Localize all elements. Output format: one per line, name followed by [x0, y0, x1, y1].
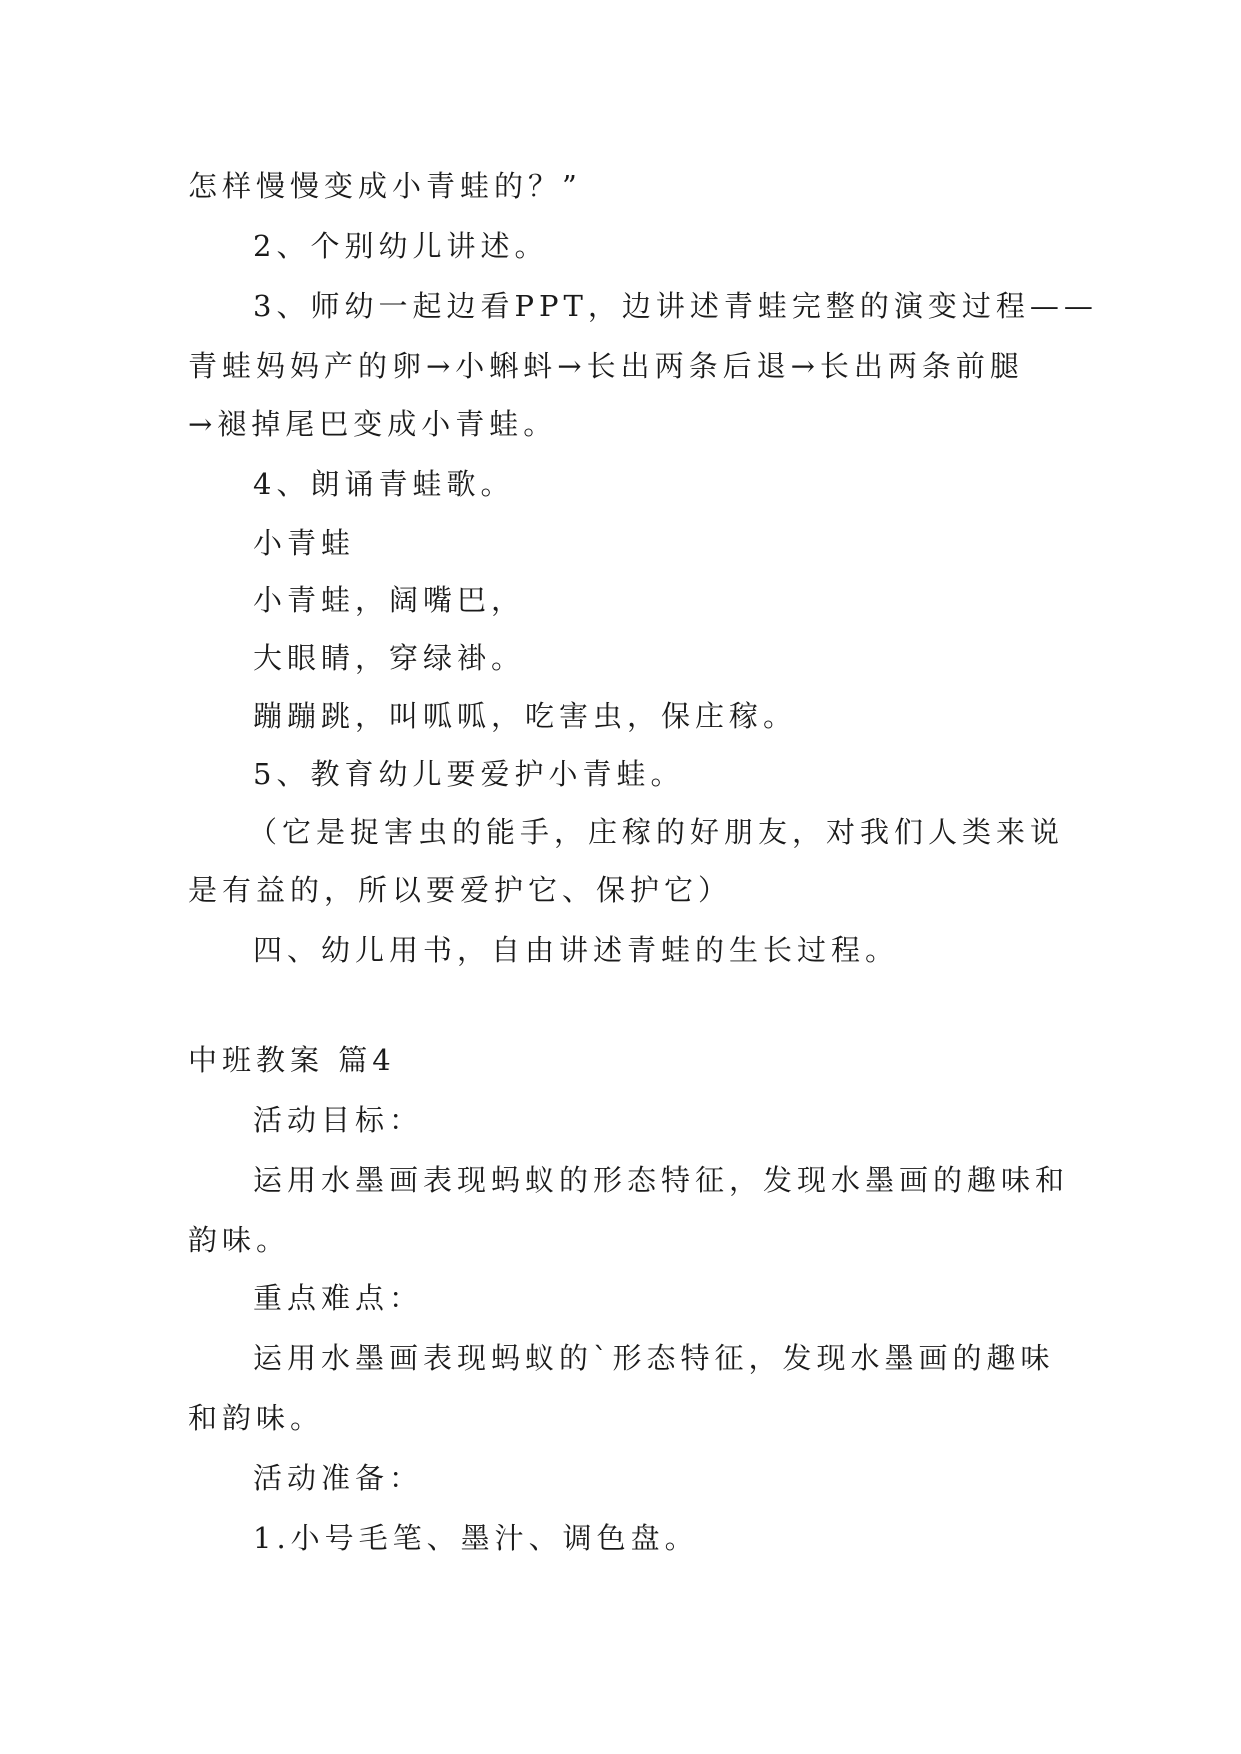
text-line: 怎样慢慢变成小青蛙的？” — [188, 169, 582, 203]
text-line: 3、师幼一起边看PPT，边讲述青蛙完整的演变过程—— — [253, 289, 1098, 323]
subheading: 活动目标： — [253, 1103, 424, 1137]
text-line: 2、个别幼儿讲述。 — [253, 229, 549, 263]
subheading: 活动准备： — [253, 1461, 424, 1495]
poem-line: 大眼睛，穿绿褂。 — [253, 641, 526, 675]
text-line: 5、教育幼儿要爱护小青蛙。 — [253, 757, 685, 791]
poem-line: 小青蛙，阔嘴巴， — [253, 583, 526, 617]
poem-line: 蹦蹦跳，叫呱呱，吃害虫，保庄稼。 — [253, 699, 798, 733]
subheading: 重点难点： — [253, 1281, 424, 1315]
section-heading: 中班教案 篇4 — [188, 1043, 396, 1077]
text-line: （它是捉害虫的能手，庄稼的好朋友，对我们人类来说 — [248, 815, 1065, 849]
text-line: 1.小号毛笔、墨汁、调色盘。 — [253, 1521, 699, 1555]
poem-title: 小青蛙 — [253, 526, 356, 560]
text-line: 韵味。 — [188, 1223, 291, 1257]
text-line: 4、朗诵青蛙歌。 — [253, 467, 515, 501]
text-line: 是有益的，所以要爱护它、保护它） — [188, 873, 733, 907]
text-line: 运用水墨画表现蚂蚁的形态特征，发现水墨画的趣味和 — [253, 1163, 1070, 1197]
text-line: 和韵味。 — [188, 1401, 325, 1435]
text-line: 四、幼儿用书，自由讲述青蛙的生长过程。 — [253, 933, 900, 967]
text-line: 青蛙妈妈产的卵→小蝌蚪→长出两条后退→长出两条前腿 — [188, 349, 1024, 383]
text-line: 运用水墨画表现蚂蚁的`形态特征，发现水墨画的趣味 — [253, 1341, 1055, 1375]
text-line: →褪掉尾巴变成小青蛙。 — [188, 407, 558, 441]
